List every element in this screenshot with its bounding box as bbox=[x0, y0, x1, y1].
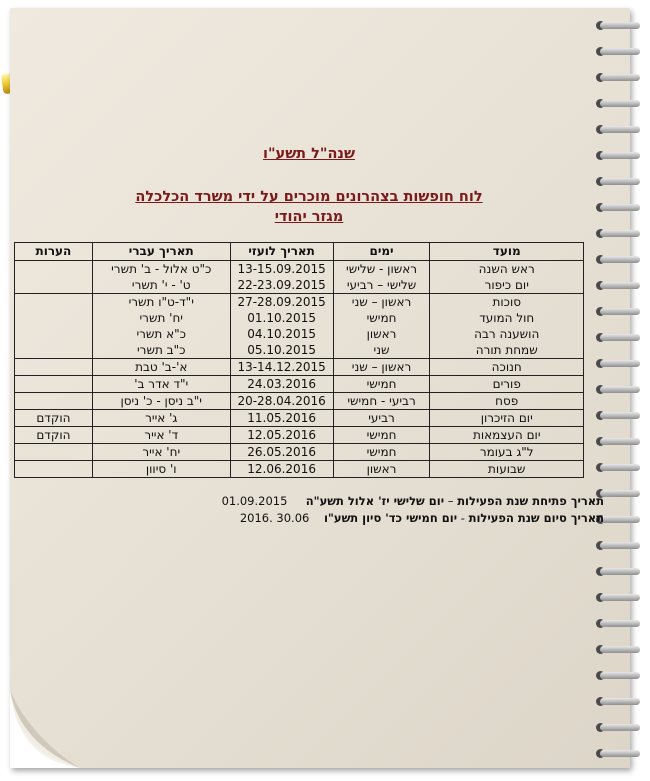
table-row bbox=[15, 294, 584, 359]
cell-notes bbox=[15, 359, 93, 376]
closing-date-gregorian: 30.06 .2016 bbox=[239, 511, 310, 525]
table-row bbox=[15, 444, 584, 461]
event-value: פסח bbox=[495, 394, 519, 408]
event-value: שבועות bbox=[488, 462, 526, 476]
table-row bbox=[15, 393, 584, 410]
cell-days bbox=[333, 393, 430, 410]
days-value: חמישי bbox=[366, 445, 397, 459]
event-value: פורים bbox=[492, 377, 521, 391]
table-body bbox=[15, 261, 584, 478]
hebrew-date-value: ד' אייר bbox=[144, 428, 179, 442]
hebrew-date-value: ג' אייר bbox=[145, 411, 178, 425]
days-value: ראשון bbox=[366, 327, 397, 341]
column-header-days: ימים bbox=[333, 243, 430, 261]
notes-value bbox=[18, 326, 89, 342]
cell-notes bbox=[15, 261, 93, 294]
cell-hebrew-date bbox=[92, 444, 230, 461]
closing-date-separator: - bbox=[457, 511, 469, 525]
column-header-event: מועד bbox=[430, 243, 584, 261]
notes-value: הוקדם bbox=[36, 428, 71, 442]
table-row bbox=[15, 461, 584, 478]
opening-date-separator: – bbox=[444, 494, 458, 508]
cell-event bbox=[430, 376, 584, 393]
cell-event bbox=[430, 359, 584, 376]
gregorian-date-value: 20-28.04.2016 bbox=[237, 394, 326, 408]
opening-date-gregorian: 01.09.2015 bbox=[221, 494, 288, 508]
hebrew-date-value: כ"ב תשרי bbox=[137, 343, 186, 357]
page-curl bbox=[10, 690, 80, 768]
notes-value bbox=[18, 277, 89, 293]
gregorian-date-value: 26.05.2016 bbox=[247, 445, 316, 459]
notes-value bbox=[18, 310, 89, 326]
cell-days bbox=[333, 410, 430, 427]
event-value: יום העצמאות bbox=[472, 428, 541, 442]
cell-gregorian-date bbox=[230, 427, 333, 444]
days-value: שלישי – רביעי bbox=[346, 278, 417, 292]
closing-date-label: תאריך סיום שנת הפעילות bbox=[468, 511, 604, 525]
cell-notes bbox=[15, 461, 93, 478]
hebrew-date-value: יח' אייר bbox=[142, 445, 181, 459]
hebrew-date-value: א'-ב' טבת bbox=[135, 360, 188, 374]
cell-event bbox=[430, 427, 584, 444]
days-value: חמישי bbox=[366, 428, 397, 442]
table-header-row bbox=[15, 243, 584, 261]
table-row bbox=[15, 359, 584, 376]
hebrew-date-value: ו' סיוון bbox=[145, 462, 177, 476]
table-row bbox=[15, 427, 584, 444]
event-value: סוכות bbox=[492, 295, 522, 309]
gregorian-date-value: 04.10.2015 bbox=[247, 327, 316, 341]
page-title: שנה"ל תשע"ו bbox=[263, 146, 355, 162]
opening-date-label: תאריך פתיחת שנת הפעילות bbox=[457, 494, 604, 508]
days-value: רביעי bbox=[368, 411, 395, 425]
notes-value bbox=[18, 294, 89, 310]
cell-gregorian-date bbox=[230, 261, 333, 294]
days-value: חמישי bbox=[366, 377, 397, 391]
cell-event bbox=[430, 461, 584, 478]
notes-value bbox=[18, 393, 89, 409]
notes-value bbox=[18, 261, 89, 277]
subtitle-line-2: מגזר יהודי bbox=[274, 209, 344, 225]
hebrew-date-value: יח' תשרי bbox=[139, 311, 183, 325]
gregorian-date-value: 12.06.2016 bbox=[247, 462, 316, 476]
gregorian-date-value: 24.03.2016 bbox=[247, 377, 316, 391]
cell-event bbox=[430, 444, 584, 461]
days-value: ראשון bbox=[366, 462, 397, 476]
days-value: שני bbox=[373, 343, 390, 357]
cell-notes bbox=[15, 444, 93, 461]
event-value: שמחת תורה bbox=[475, 343, 538, 357]
cell-gregorian-date bbox=[230, 359, 333, 376]
page-subtitle bbox=[14, 187, 604, 227]
closing-date-hebrew: יום חמישי כד' סיון תשע"ו bbox=[323, 511, 458, 525]
gregorian-date-value: 13-14.12.2015 bbox=[237, 360, 326, 374]
closing-date-line bbox=[240, 511, 604, 525]
cell-days bbox=[333, 261, 430, 294]
hebrew-date-value: י"ד אדר ב' bbox=[134, 377, 189, 391]
gregorian-date-value: 11.05.2016 bbox=[247, 411, 316, 425]
hebrew-date-value: י"ד-ט"ו תשרי bbox=[128, 295, 194, 309]
cell-notes bbox=[15, 393, 93, 410]
cell-event bbox=[430, 393, 584, 410]
cell-notes bbox=[15, 410, 93, 427]
event-value: ל"ג בעומר bbox=[479, 445, 534, 459]
event-value: הושענה רבה bbox=[474, 327, 540, 341]
cell-notes bbox=[15, 376, 93, 393]
column-header-notes: הערות bbox=[15, 243, 93, 261]
cell-days bbox=[333, 444, 430, 461]
column-header-hebrew-date: תאריך עברי bbox=[92, 243, 230, 261]
notes-value bbox=[18, 444, 89, 460]
event-value: חנוכה bbox=[491, 360, 522, 374]
gregorian-date-value: 01.10.2015 bbox=[247, 311, 316, 325]
hebrew-date-value: כ"א תשרי bbox=[136, 327, 186, 341]
days-value: רביעי - חמישי bbox=[347, 394, 416, 408]
hebrew-date-value: י"ב ניסן - כ' ניסן bbox=[120, 394, 202, 408]
cell-gregorian-date bbox=[230, 376, 333, 393]
cell-hebrew-date bbox=[92, 410, 230, 427]
cell-gregorian-date bbox=[230, 294, 333, 359]
gregorian-date-value: 13-15.09.2015 bbox=[237, 262, 326, 276]
cell-hebrew-date bbox=[92, 376, 230, 393]
hebrew-date-value: ט' - י' תשרי bbox=[131, 278, 191, 292]
gregorian-date-value: 05.10.2015 bbox=[247, 343, 316, 357]
cell-days bbox=[333, 427, 430, 444]
cell-hebrew-date bbox=[92, 427, 230, 444]
days-value: חמישי bbox=[366, 311, 397, 325]
hebrew-date-value: כ"ט אלול - ב' תשרי bbox=[111, 262, 212, 276]
cell-event bbox=[430, 261, 584, 294]
days-value: ראשון – שני bbox=[351, 295, 412, 309]
event-value: יום הזיכרון bbox=[480, 411, 533, 425]
notes-value bbox=[18, 342, 89, 358]
gregorian-date-value: 12.05.2016 bbox=[247, 428, 316, 442]
opening-date-line bbox=[222, 494, 604, 508]
table-row bbox=[15, 261, 584, 294]
cell-hebrew-date bbox=[92, 261, 230, 294]
table-row bbox=[15, 376, 584, 393]
gregorian-date-value: 22-23.09.2015 bbox=[237, 278, 326, 292]
notes-value: הוקדם bbox=[36, 411, 71, 425]
cell-hebrew-date bbox=[92, 461, 230, 478]
subtitle-line-1: לוח חופשות בצהרונים מוכרים על ידי משרד הכלכלה bbox=[135, 189, 483, 205]
cell-hebrew-date bbox=[92, 294, 230, 359]
cell-hebrew-date bbox=[92, 393, 230, 410]
cell-event bbox=[430, 294, 584, 359]
event-value: ראש השנה bbox=[478, 262, 535, 276]
cell-gregorian-date bbox=[230, 444, 333, 461]
days-value: ראשון – שני bbox=[351, 360, 412, 374]
holiday-table bbox=[14, 242, 584, 478]
spiral-binding bbox=[594, 20, 644, 760]
cell-event bbox=[430, 410, 584, 427]
cell-notes bbox=[15, 427, 93, 444]
cell-gregorian-date bbox=[230, 461, 333, 478]
column-header-gregorian-date: תאריך לועזי bbox=[230, 243, 333, 261]
cell-gregorian-date bbox=[230, 393, 333, 410]
cell-days bbox=[333, 359, 430, 376]
event-value: חול המועד bbox=[479, 311, 535, 325]
cell-days bbox=[333, 294, 430, 359]
notes-value bbox=[18, 461, 89, 477]
table-row bbox=[15, 410, 584, 427]
cell-days bbox=[333, 376, 430, 393]
gregorian-date-value: 27-28.09.2015 bbox=[237, 295, 326, 309]
notes-value bbox=[18, 359, 89, 375]
notes-value bbox=[18, 376, 89, 392]
cell-notes bbox=[15, 294, 93, 359]
event-value: יום כיפור bbox=[484, 278, 529, 292]
cell-hebrew-date bbox=[92, 359, 230, 376]
opening-date-hebrew: יום שלישי יז' אלול תשע"ה bbox=[305, 494, 445, 508]
days-value: ראשון - שלישי bbox=[346, 262, 418, 276]
cell-gregorian-date bbox=[230, 410, 333, 427]
cell-days bbox=[333, 461, 430, 478]
